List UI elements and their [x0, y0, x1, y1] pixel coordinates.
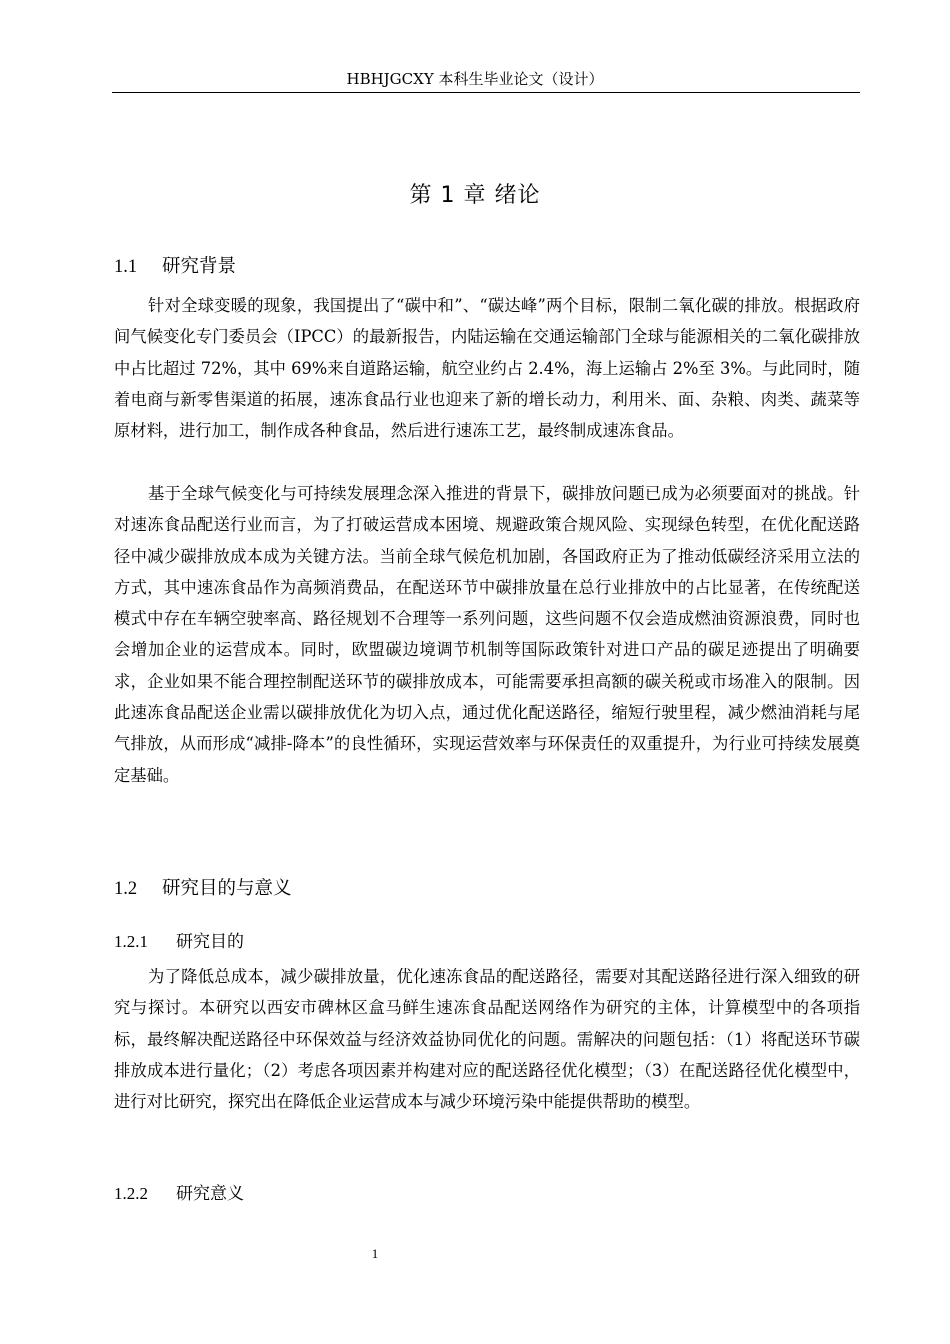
section-number: 1.2	[114, 879, 138, 899]
section-title: 研究目的与意义	[162, 878, 292, 899]
section-title: 研究背景	[162, 256, 237, 277]
subsection-title: 研究意义	[176, 1184, 244, 1204]
section-heading-1-1	[114, 252, 236, 278]
page-number: 1	[371, 1246, 379, 1261]
section-heading-1-2	[114, 874, 292, 900]
running-header: HBHJGCXY 本科生毕业论文（设计）	[346, 70, 604, 88]
section-number: 1.1	[114, 257, 138, 277]
subsection-number: 1.2.2	[114, 1184, 148, 1203]
header-rule	[112, 92, 860, 93]
paragraph: 为了降低总成本，减少碳排放量，优化速冻食品的配送路径，需要对其配送路径进行深入细致的研究与探讨。本研究以西安市碑林区盒马鲜生速冻食品配送网络作为研究的主体，计算模型中的各项指标，最终解决配送路径中环保效益与经济效益协同优化的问题。需解决的问题包括：（1）将配送环节碳排放成本进行量化；（2）考虑各项因素并构建对应的配送路径优化模型；（3）在配送路径优化模型中，进行对比研究，探究出在降低企业运营成本与减少环境污染中能提供帮助的模型。	[114, 967, 860, 1112]
paragraph: 针对全球变暖的现象，我国提出了“碳中和”、“碳达峰”两个目标，限制二氧化碳的排放。根据政府间气候变化专门委员会（IPCC）的最新报告，内陆运输在交通运输部门全球与能源相关的二氧化碳排放中占比超过 72%，其中 69%来自道路运输，航空业约占 2.4%，海上运输占 2%至 3%。与此同时，随着电商与新零售渠道的拓展，速冻食品行业也迎来了新的增长动力，利用米、面、杂粮、肉类、蔬菜等原材料，进行加工，制作成各种食品，然后进行速冻工艺，最终制成速冻食品。	[114, 296, 860, 441]
subsection-number: 1.2.1	[114, 932, 148, 951]
paragraph: 基于全球气候变化与可持续发展理念深入推进的背景下，碳排放问题已成为必须要面对的挑战。针对速冻食品配送行业而言，为了打破运营成本困境、规避政策合规风险、实现绿色转型，在优化配送路径中减少碳排放成本成为关键方法。当前全球气候危机加剧，各国政府正为了推动低碳经济采用立法的方式，其中速冻食品作为高频消费品，在配送环节中碳排放量在总行业排放中的占比显著，在传统配送模式中存在车辆空驶率高、路径规划不合理等一系列问题，这些问题不仅会造成燃油资源浪费，同时也会增加企业的运营成本。同时，欧盟碳边境调节机制等国际政策针对进口产品的碳足迹提出了明确要求，企业如果不能合理控制配送环节的碳排放成本，可能需要承担高额的碳关税或市场准入的限制。因此速冻食品配送企业需以碳排放优化为切入点，通过优化配送路径，缩短行驶里程，减少燃油消耗与尾气排放，从而形成“减排-降本”的良性循环，实现运营效率与环保责任的双重提升，为行业可持续发展奠定基础。	[114, 484, 860, 785]
chapter-title: 第 1 章 绪论	[409, 183, 541, 208]
subsection-title: 研究目的	[176, 932, 244, 952]
subsection-heading-1-2-2	[114, 1179, 244, 1204]
subsection-heading-1-2-1	[114, 927, 244, 952]
